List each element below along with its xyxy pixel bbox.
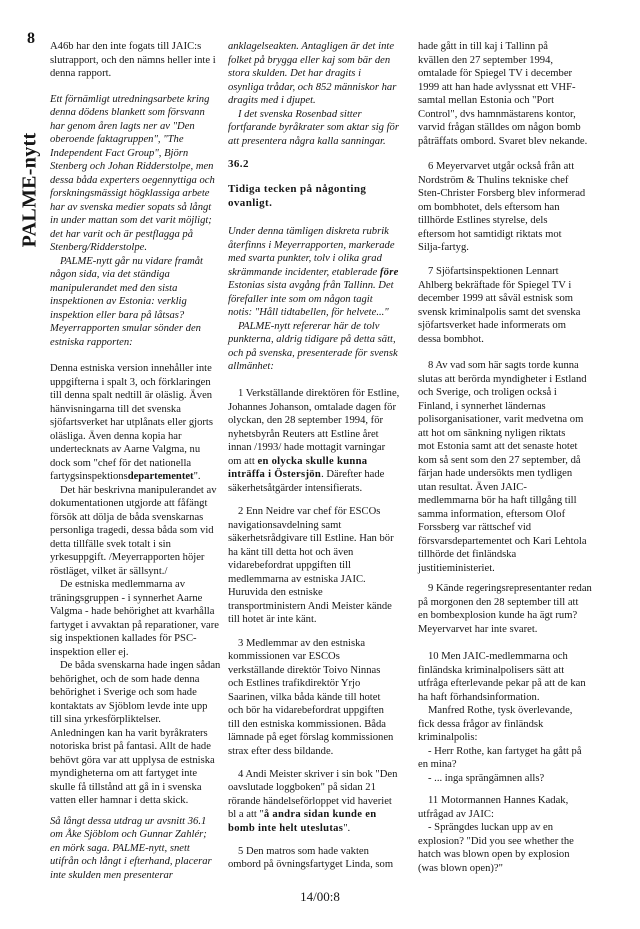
text-line: dessa bombhot. (418, 333, 484, 345)
text-line: inspektion eller ej. (50, 646, 129, 658)
text-line: detta tillfälle svek totalt i sin (50, 538, 171, 550)
text-line: någon sida, via det ständiga (50, 269, 170, 280)
text-line: notoriska brist på fantasi. Allt de hade (50, 741, 211, 752)
text-line: stora skulden. Det har dragits i (228, 68, 362, 79)
text-line: 2 Enn Neidre var chef för ESCOs (238, 506, 381, 517)
text-line: nyhetsbyrån Reuters att Estline året (228, 428, 379, 440)
text-line: sjöfartsverket har utplånats eller gjorts (50, 417, 213, 428)
text-line: och Estlines trafikdirektör Yrjo (228, 678, 361, 689)
text-line: myndigheterna om att fartyget inte (50, 768, 198, 779)
page-footer: 14/00:8 (300, 889, 340, 904)
text-line: manipulerandet med den sista (50, 282, 178, 294)
text-line: Estonias sista avgång från Tallinn. Det (228, 280, 394, 291)
text-line: vatten eller hamnar i detta skick. (50, 795, 189, 806)
text-line: Independent Fact Group", Björn (50, 147, 189, 159)
text-line: osynliga trådar, och 852 människor har (228, 81, 397, 93)
point-6-paragraph (418, 160, 596, 255)
text-run: bl a att " (228, 809, 264, 820)
text-line: eftersom hot samtidigt riktats mot (418, 228, 562, 240)
text-run: ". (343, 822, 351, 834)
text-line: hatch was blown open by explosion (418, 849, 570, 860)
closing-commentary-paragraph (50, 815, 222, 883)
text-line: navigationsavdelning samt (228, 519, 342, 531)
text-line: att hot om sänkning nyligen riktats (418, 427, 566, 439)
text-line: Meyerrapporten smular sönder den (50, 323, 201, 334)
text-line: Ett förnämligt utredningsarbete kring (50, 93, 210, 105)
text-line: ovanligt. (228, 196, 273, 209)
text-line: Saarinen, vilka båda kände till hotet (228, 691, 381, 703)
text-run: skrämmande incidenter, etablerade (228, 266, 380, 278)
text-line: Så långt dessa utdrag ur avsnitt 36.1 (50, 815, 207, 827)
text-line: denna rapport. (50, 68, 112, 79)
text-line: på morgonen den 28 september till att (418, 596, 579, 608)
text-line: hänvisningarna till det svenska (50, 403, 181, 415)
text-line: utfråga efterlevande pekar på att de kan (418, 678, 586, 689)
text-line: Sten-Christer Forsberg blev informerad (418, 188, 586, 199)
text-line: förefaller inte som om någon tagit (228, 293, 373, 305)
text-line: forskningsmässigt högklassiga arbete (50, 188, 210, 199)
text-line: I det svenska Rosenbad sitter (238, 108, 362, 120)
text-line: Silja-fartyg. (418, 242, 469, 253)
rothe-question-2 (418, 772, 596, 786)
text-line: Control", dvs hamnmästarens kontor, (418, 108, 576, 120)
point-5-continuation (418, 40, 596, 148)
text-line: rörande händelseförloppet vid haveriet (228, 795, 392, 807)
text-line: dessa båda experters oegennyttiga och (50, 174, 215, 186)
text-line: Stenberg och Johan Ridderstolpe, men (50, 161, 214, 172)
text-line: Nordström & Thulins tekniske chef (418, 174, 569, 186)
text-line: fortfarande byråkrater som aktar sig för (228, 122, 399, 133)
section-title (228, 183, 402, 210)
text-line: Tidiga tecken på någonting (228, 183, 367, 195)
text-line: och Sverige, och troligen också i (418, 387, 557, 398)
point-5-paragraph (228, 845, 402, 872)
text-line: en mina? (418, 759, 457, 770)
commentary-continuation-paragraph (228, 40, 402, 108)
text-line: 5 Den matros som hade vakten (238, 845, 369, 857)
text-line: denna dödens blankett som försvann (50, 107, 205, 118)
text-line: till hotet är inte känt. (228, 614, 317, 625)
text-line: december 1999 att såväl estnisk som (418, 293, 574, 304)
text-line: punkterna, aldrig tidigare på detta sätt, (228, 334, 396, 345)
text-line: Forssberg var rättschef vid (418, 522, 532, 533)
text-line: justitieministeriet. (418, 562, 495, 574)
text-line: inte skulden men presenterar (50, 869, 173, 881)
text-line: transportministern Andi Meister kände (228, 600, 392, 612)
point-2-paragraph (228, 505, 402, 627)
bold-text-run: å andra sidan kunde en (263, 809, 377, 820)
text-line: Meyervarvet har inte svaret. (418, 623, 538, 635)
text-line: samma information, eftersom Olof (418, 508, 566, 520)
text-line: utfrågad av JAIC: (418, 808, 494, 820)
text-line: finländska kriminalpolisers sätt att (418, 664, 565, 676)
text-line: oavslutade loggboken" på sidan 21 (228, 782, 376, 793)
text-line: Valgma - hade behörighet att kvarhålla (50, 606, 215, 617)
text-line: sig inspektionen kallades för PSC- (50, 633, 197, 644)
text-line: 9 Kände regeringsrepresentanter redan (428, 583, 592, 594)
text-line: en bombexplosion kunde ha ägt rum? (418, 610, 578, 621)
text-line: fick dessa frågor av finländsk (418, 718, 544, 730)
manipulation-paragraph (50, 484, 222, 579)
text-line: dragits med i djupet. (228, 95, 316, 106)
text-line: Stenberg/Ridderstolpe. (50, 242, 147, 253)
text-line: träningsgruppen - i synnerhet Aarne (50, 592, 203, 604)
section-number: 36.2 (228, 158, 249, 170)
text-line: och på svenska, presenterade för svensk (228, 347, 398, 359)
text-line: medlemmarna av estniska JAIC. (228, 573, 366, 585)
bold-text-run: departementet (127, 471, 194, 482)
middle-column (228, 40, 402, 872)
text-line: Johannes Johanson, omtalade dagen för (228, 401, 396, 413)
text-line: kom så sent som den 27 september, då (418, 454, 581, 466)
text-line: Under denna tämligen diskreta rubrik (228, 226, 389, 237)
text-line: varvid frågan ställdes om någon bomb (418, 122, 581, 133)
text-line (228, 468, 402, 482)
text-line: medlemmarna bör ha haft tillgång till (418, 495, 577, 506)
text-line: lämnade på eget förslag kommissionen (228, 732, 394, 743)
text-line: inspektionen av Estonia: verklig (50, 296, 187, 307)
text-line: slutas att berörda myndigheter i Estland (418, 373, 587, 385)
text-line: kontaktats av Sjöblom levde inte upp (50, 700, 208, 712)
point-3-paragraph (228, 637, 402, 759)
text-line: yrkesuppgift. /Meyerrapporten höjer (50, 552, 205, 563)
text-line: har genom åren lagts ner av "Den (50, 120, 195, 132)
text-line: 8 Av vad som här sagts torde kunna (428, 360, 579, 371)
text-line: Ahlberg bekräftade för Spiegel TV i (418, 279, 572, 291)
text-line: samtal mellan Estonia och "Port (418, 95, 555, 106)
text-line: röstläget, vilket är sällsynt./ (50, 565, 168, 577)
rosenbad-paragraph (228, 108, 402, 149)
text-line: personliga tragedi, dessa båda som vid (50, 525, 214, 536)
text-line: verkställande direktör Toivo Ninnas (228, 664, 381, 676)
text-line: till den estniska kommissionen. Båda (228, 718, 387, 730)
text-line: om Åke Sjöblom och Gunnar Zahlér; (50, 829, 207, 840)
text-line: (was blown open)?" (418, 862, 503, 874)
bold-text-run: före (379, 266, 399, 278)
text-line (228, 266, 402, 280)
text-line: dock som "chef för det nationella (50, 457, 192, 469)
rothe-question-1 (418, 745, 596, 772)
text-line: 1 Verkställande direktören för Estline, (238, 388, 400, 399)
text-line: vidarebefordrat uppgiften till (228, 560, 351, 571)
text-line: - ... inga sprängämnen alls? (428, 772, 545, 784)
text-line: och bör ha vidarebefordrat uppgiften (228, 705, 384, 716)
text-line: estniska rapporten: (50, 336, 133, 348)
text-line: Anledningen kan ha varit byråkraters (50, 727, 208, 739)
text-line: påträffats ombord. Svaret blev nekande. (418, 135, 588, 147)
text-line: försök att dölja de båda svenskarnas (50, 511, 204, 523)
text-line: explosion? "Did you see whether the (418, 835, 574, 847)
text-line: olyckan, den 28 september 1994, för (228, 415, 384, 426)
text-line: behörighet, och de som hade denna (50, 673, 200, 685)
point-7-paragraph (418, 265, 596, 346)
text-line: strax efter dess bildande. (228, 745, 334, 757)
text-line: fartyget i avvaktan på reparationer, vare (50, 619, 219, 631)
text-line: oberoende faktagruppen", "The (50, 134, 184, 145)
text-line: skulle få tillstånd att gå in i svenska (50, 781, 202, 793)
text-line: försvarsdepartementet och Kari Lehtola (418, 535, 587, 547)
masthead-vertical: PALME-nytt (18, 132, 41, 248)
estonian-members-paragraph (50, 578, 222, 659)
text-line: slutrapport, och den nämns heller inte i (50, 54, 216, 66)
text-line: till sina yrkesförpliktelser. (50, 714, 161, 725)
text-line: 11 Motormannen Hannes Kadak, (428, 795, 569, 806)
bold-text-run: en olycka skulle kunna (257, 455, 368, 467)
text-line: behörighet i Sverige och som hade (50, 687, 197, 698)
text-line: 10 Men JAIC-medlemmarna och (428, 651, 568, 662)
estonian-version-paragraph (50, 362, 222, 484)
text-line: ha haft förhandsinformation. (418, 691, 540, 703)
text-line: Det här beskrivna manipulerandet av (60, 484, 217, 496)
intro-paragraph (50, 40, 222, 81)
text-line: De estniska medlemmarna av (60, 579, 186, 590)
point-9-paragraph (418, 582, 596, 636)
text-line: det har varit och är pestflagga på (50, 228, 194, 240)
text-run: fartygsinspektions (50, 471, 128, 482)
point-4-paragraph (228, 768, 402, 836)
point-10-paragraph (418, 650, 596, 704)
text-line: PALME-nytt går nu vidare framåt (60, 255, 204, 267)
text-line: folket på brygga eller kaj som bär den (228, 54, 391, 66)
text-run: . Därefter hade (321, 469, 385, 480)
text-line: uppgifterna i spalt 3, och förklaringen (50, 376, 211, 388)
text-line: 4 Andi Meister skriver i sin bok "Den (238, 768, 398, 780)
text-line: mot Estonia samt att det senaste hotet (418, 441, 578, 452)
text-line: utifrån och långt i efterhand, placerar (50, 856, 212, 867)
editorial-continuation-paragraph (50, 255, 222, 350)
text-line: inspektion eller bara på låtsas? (50, 309, 185, 321)
text-line: Finland, i synnerhet ländernas (418, 400, 546, 412)
text-line: Denna estniska version innehåller inte (50, 363, 212, 374)
text-line: 6 Meyervarvet utgår också från att (428, 161, 575, 172)
text-line: - Sprängdes luckan upp av en (428, 822, 554, 833)
text-line: till denna spalt nedtill är oläslig. Även (50, 390, 213, 401)
text-run: ". (193, 471, 201, 482)
text-line: 3 Medlemmar av den estniska (238, 637, 366, 649)
text-line: oläsliga. Även denna kopia har (50, 430, 182, 442)
text-line: PALME-nytt refererar här de tolv (238, 320, 380, 332)
text-line: kommissionen var ESCOs (228, 651, 340, 662)
text-line (228, 808, 402, 822)
text-line: anklagelseakten. Antagligen är det inte (228, 41, 395, 52)
text-line: säkerhetsåtgärder intensifierats. (228, 482, 363, 494)
swedish-inspectors-paragraph (50, 659, 222, 808)
text-line: De båda svenskarna hade ingen sådan (60, 660, 221, 671)
text-line: säkerhetsrådgivare till Estline. Han bör (228, 533, 394, 544)
text-line: kvällen den 27 september 1994, (418, 54, 554, 66)
text-line: har av svenska medier sopats så långt (50, 201, 212, 213)
text-line: färjan hade undersökts men tydligen (418, 468, 573, 479)
text-line: ha känt till detta hot och även (228, 546, 354, 558)
text-line: notis: "Håll tidtabellen, för helvete..." (228, 307, 389, 318)
bold-text-run: inträffa i Östersjön (228, 469, 322, 480)
text-line: behövt göra var att upplysa de estniska (50, 754, 215, 766)
text-line: svensk kriminalpolis samt det svenska (418, 306, 581, 318)
text-line: ombord på övningsfartyget Linda, som (228, 859, 394, 870)
section-lead-continuation (228, 320, 402, 374)
text-line: kriminalpolis: (418, 732, 478, 743)
text-line (228, 822, 402, 836)
text-line: innan /1993/ hade mottagit varningar (228, 442, 386, 453)
text-line: Huruvida den estniske (228, 587, 323, 598)
text-line: Manfred Rothe, tysk överlevande, (428, 705, 573, 716)
text-line: utan resultat. Även JAIC- (418, 481, 527, 493)
text-line: 1999 att han hade avlyssnat ett VHF- (418, 81, 576, 93)
text-line: dokumentationen utgjorde att fåfängt (50, 498, 208, 509)
text-line (228, 455, 402, 469)
text-line: allmänhet: (228, 361, 274, 372)
text-line: tillhörde Estlines styrelse, dels (418, 215, 548, 226)
text-line: tillhörde det finländska (418, 549, 517, 560)
text-line: 7 Sjöfartsinspektionen Lennart (428, 266, 559, 277)
text-line: polisorganisationer, varit medvetna om (418, 414, 584, 425)
text-line: att presentera några kalla sanningar. (228, 135, 386, 147)
text-line: A46b har den inte fogats till JAIC:s (50, 41, 202, 52)
text-line: en mörk saga. PALME-nytt, snett (50, 842, 190, 854)
left-column (50, 40, 222, 882)
text-line: med svarta punkter, tolv i olika grad (228, 253, 382, 264)
point-8-paragraph (418, 359, 596, 575)
right-column (418, 40, 596, 875)
text-line: återfinns i Meyerrapporten, markerade (228, 239, 395, 251)
text-line: - Herr Rothe, kan fartyget ha gått på (428, 745, 582, 757)
text-run: om att (228, 455, 258, 467)
text-line (50, 470, 222, 484)
editorial-commentary-paragraph (50, 93, 222, 255)
text-line: undertecknats av Aarne Valgma, nu (50, 444, 201, 455)
bold-text-run: bomb inte helt uteslutas (228, 822, 344, 834)
page-number: 8 (27, 30, 35, 47)
text-line: in under mattan som det varit möjligt; (50, 215, 212, 226)
section-lead-paragraph (228, 225, 402, 320)
kadak-question (418, 821, 596, 875)
text-line: hade gått in till kaj i Tallinn på (418, 41, 548, 52)
text-line: sjöfartsverket hade informerats om (418, 320, 566, 331)
point-11-paragraph (418, 794, 596, 821)
rothe-paragraph (418, 704, 596, 745)
point-1-paragraph (228, 387, 402, 495)
text-line: om bombhotet, dels eftersom han (418, 201, 560, 213)
text-line: omtalade för Spiegel TV i december (418, 68, 573, 79)
